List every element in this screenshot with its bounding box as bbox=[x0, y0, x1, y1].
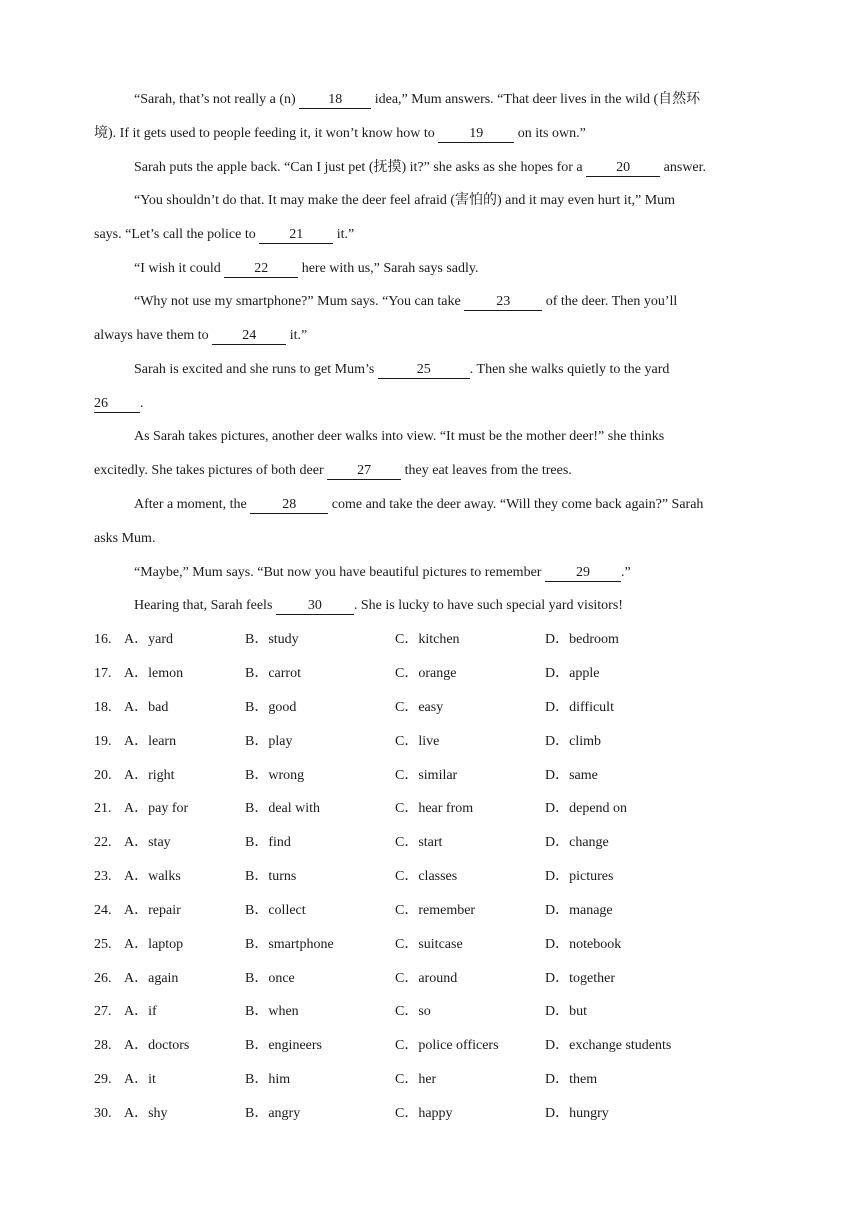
passage-line bbox=[94, 259, 768, 279]
option-c: C．her bbox=[395, 1072, 437, 1087]
passage-text: here with us,” Sarah says sadly. bbox=[298, 261, 479, 276]
passage-text: “Maybe,” Mum says. “But now you have beautiful pictures to remember bbox=[134, 565, 545, 580]
passage-text: As Sarah takes pictures, another deer walks into view. “It must be the mother deer!” she thinks bbox=[134, 429, 665, 444]
passage-line bbox=[94, 326, 768, 346]
question-number: 18. bbox=[94, 700, 112, 715]
option-c: C．similar bbox=[395, 768, 458, 783]
question-number: 20. bbox=[94, 768, 112, 783]
option-a: A．repair bbox=[124, 903, 181, 918]
option-a: A．if bbox=[124, 1004, 157, 1019]
option-d: D．apple bbox=[545, 666, 600, 681]
option-d: D．notebook bbox=[545, 937, 622, 952]
question-row bbox=[94, 799, 768, 819]
option-c: C．start bbox=[395, 835, 443, 850]
passage-text: . She is lucky to have such special yard visitors! bbox=[353, 598, 623, 613]
passage-line bbox=[94, 495, 768, 515]
passage-text: answer. bbox=[660, 160, 707, 175]
option-d: D．them bbox=[545, 1072, 598, 1087]
question-row bbox=[94, 732, 768, 752]
passage-text: they eat leaves from the trees. bbox=[401, 463, 572, 478]
blank-21: 21 bbox=[259, 227, 333, 244]
question-row bbox=[94, 833, 768, 853]
option-a: A．doctors bbox=[124, 1038, 190, 1053]
passage-text: After a moment, the bbox=[134, 497, 251, 512]
passage-line bbox=[94, 124, 768, 144]
blank-25: 25 bbox=[378, 362, 470, 379]
question-row bbox=[94, 1002, 768, 1022]
passage-text: on its own.” bbox=[514, 126, 586, 141]
option-b: B．him bbox=[245, 1072, 291, 1087]
option-c: C．so bbox=[395, 1004, 431, 1019]
blank-20: 20 bbox=[586, 160, 660, 177]
passage-text: it.” bbox=[286, 328, 308, 343]
passage-text: “You shouldn’t do that. It may make the deer feel afraid (害怕的) and it may even hurt it,” Mum bbox=[134, 193, 676, 208]
option-a: A．yard bbox=[124, 632, 173, 647]
passage-line bbox=[94, 225, 768, 245]
passage-text: .” bbox=[620, 565, 631, 580]
question-row bbox=[94, 664, 768, 684]
passage-line bbox=[94, 191, 768, 211]
option-b: B．play bbox=[245, 734, 293, 749]
option-d: D．pictures bbox=[545, 869, 614, 884]
option-c: C．live bbox=[395, 734, 440, 749]
passage-text: says. “Let’s call the police to bbox=[94, 227, 260, 242]
question-number: 17. bbox=[94, 666, 112, 681]
passage-line bbox=[94, 90, 768, 110]
question-number: 16. bbox=[94, 632, 112, 647]
option-d: D．depend on bbox=[545, 801, 628, 816]
option-c: C．police officers bbox=[395, 1038, 499, 1053]
option-a: A．lemon bbox=[124, 666, 184, 681]
passage-text: . bbox=[140, 396, 144, 411]
question-number: 27. bbox=[94, 1004, 112, 1019]
passage-line bbox=[94, 360, 768, 380]
question-number: 25. bbox=[94, 937, 112, 952]
option-a: A．learn bbox=[124, 734, 177, 749]
question-row bbox=[94, 935, 768, 955]
option-d: D．change bbox=[545, 835, 609, 850]
option-d: D．bedroom bbox=[545, 632, 619, 647]
option-a: A．walks bbox=[124, 869, 181, 884]
passage-text: it.” bbox=[333, 227, 355, 242]
option-c: C．happy bbox=[395, 1106, 453, 1121]
option-c: C．hear from bbox=[395, 801, 474, 816]
option-d: D．difficult bbox=[545, 700, 614, 715]
option-a: A．stay bbox=[124, 835, 171, 850]
option-c: C．kitchen bbox=[395, 632, 460, 647]
question-row bbox=[94, 1036, 768, 1056]
question-row bbox=[94, 969, 768, 989]
blank-22: 22 bbox=[224, 261, 298, 278]
passage-text: idea,” Mum answers. “That deer lives in the wild (自然环 bbox=[371, 92, 701, 107]
passage-text: 境). If it gets used to people feeding it, it won’t know how to bbox=[94, 126, 439, 141]
option-b: B．carrot bbox=[245, 666, 301, 681]
option-b: B．collect bbox=[245, 903, 306, 918]
option-b: B．wrong bbox=[245, 768, 305, 783]
option-b: B．deal with bbox=[245, 801, 321, 816]
passage-text: Hearing that, Sarah feels bbox=[134, 598, 276, 613]
question-number: 23. bbox=[94, 869, 112, 884]
blank-23: 23 bbox=[464, 294, 542, 311]
question-number: 24. bbox=[94, 903, 112, 918]
blank-26: 26 bbox=[94, 396, 140, 413]
question-row bbox=[94, 867, 768, 887]
passage-line bbox=[94, 394, 768, 414]
blank-19: 19 bbox=[438, 126, 514, 143]
question-row bbox=[94, 630, 768, 650]
option-c: C．around bbox=[395, 971, 458, 986]
passage-text: . Then she walks quietly to the yard bbox=[469, 362, 670, 377]
option-d: D．manage bbox=[545, 903, 613, 918]
passage-text: Sarah is excited and she runs to get Mum’s bbox=[134, 362, 378, 377]
option-a: A．laptop bbox=[124, 937, 184, 952]
blank-30: 30 bbox=[276, 598, 354, 615]
option-a: A．pay for bbox=[124, 801, 189, 816]
question-row bbox=[94, 1104, 768, 1124]
passage-text: of the deer. Then you’ll bbox=[542, 294, 678, 309]
passage-line bbox=[94, 529, 768, 549]
passage-text: Sarah puts the apple back. “Can I just pet (抚摸) it?” she asks as she hopes for a bbox=[134, 160, 587, 175]
question-row bbox=[94, 766, 768, 786]
option-d: D．exchange students bbox=[545, 1038, 672, 1053]
option-d: D．together bbox=[545, 971, 615, 986]
option-b: B．engineers bbox=[245, 1038, 322, 1053]
passage-line bbox=[94, 292, 768, 312]
option-c: C．easy bbox=[395, 700, 444, 715]
option-d: D．same bbox=[545, 768, 598, 783]
option-b: B．when bbox=[245, 1004, 299, 1019]
blank-27: 27 bbox=[327, 463, 401, 480]
passage-text: “Why not use my smartphone?” Mum says. “You can take bbox=[134, 294, 465, 309]
question-number: 28. bbox=[94, 1038, 112, 1053]
option-b: B．find bbox=[245, 835, 291, 850]
passage-line bbox=[94, 158, 768, 178]
option-d: D．climb bbox=[545, 734, 601, 749]
option-b: B．study bbox=[245, 632, 299, 647]
option-c: C．remember bbox=[395, 903, 476, 918]
blank-28: 28 bbox=[250, 497, 328, 514]
passage-line bbox=[94, 427, 768, 447]
passage-line bbox=[94, 461, 768, 481]
option-d: D．but bbox=[545, 1004, 587, 1019]
passage-text: come and take the deer away. “Will they come back again?” Sarah bbox=[328, 497, 704, 512]
option-b: B．once bbox=[245, 971, 295, 986]
option-a: A．bad bbox=[124, 700, 169, 715]
option-b: B．good bbox=[245, 700, 297, 715]
question-row bbox=[94, 1070, 768, 1090]
option-a: A．it bbox=[124, 1072, 156, 1087]
option-a: A．again bbox=[124, 971, 179, 986]
question-number: 26. bbox=[94, 971, 112, 986]
question-row bbox=[94, 901, 768, 921]
passage-text: always have them to bbox=[94, 328, 213, 343]
question-number: 29. bbox=[94, 1072, 112, 1087]
option-b: B．turns bbox=[245, 869, 297, 884]
option-c: C．orange bbox=[395, 666, 457, 681]
passage-text: excitedly. She takes pictures of both deer bbox=[94, 463, 328, 478]
blank-29: 29 bbox=[545, 565, 621, 582]
question-row bbox=[94, 698, 768, 718]
option-c: C．suitcase bbox=[395, 937, 463, 952]
question-number: 30. bbox=[94, 1106, 112, 1121]
passage-line bbox=[94, 596, 768, 616]
option-c: C．classes bbox=[395, 869, 458, 884]
passage-text: asks Mum. bbox=[94, 531, 156, 546]
passage-text: “I wish it could bbox=[134, 261, 225, 276]
option-a: A．right bbox=[124, 768, 175, 783]
passage-text: “Sarah, that’s not really a (n) bbox=[134, 92, 300, 107]
option-b: B．angry bbox=[245, 1106, 301, 1121]
question-number: 22. bbox=[94, 835, 112, 850]
option-b: B．smartphone bbox=[245, 937, 334, 952]
option-d: D．hungry bbox=[545, 1106, 609, 1121]
option-a: A．shy bbox=[124, 1106, 168, 1121]
blank-24: 24 bbox=[212, 328, 286, 345]
question-number: 19. bbox=[94, 734, 112, 749]
blank-18: 18 bbox=[299, 92, 371, 109]
passage-line bbox=[94, 563, 768, 583]
question-number: 21. bbox=[94, 801, 112, 816]
